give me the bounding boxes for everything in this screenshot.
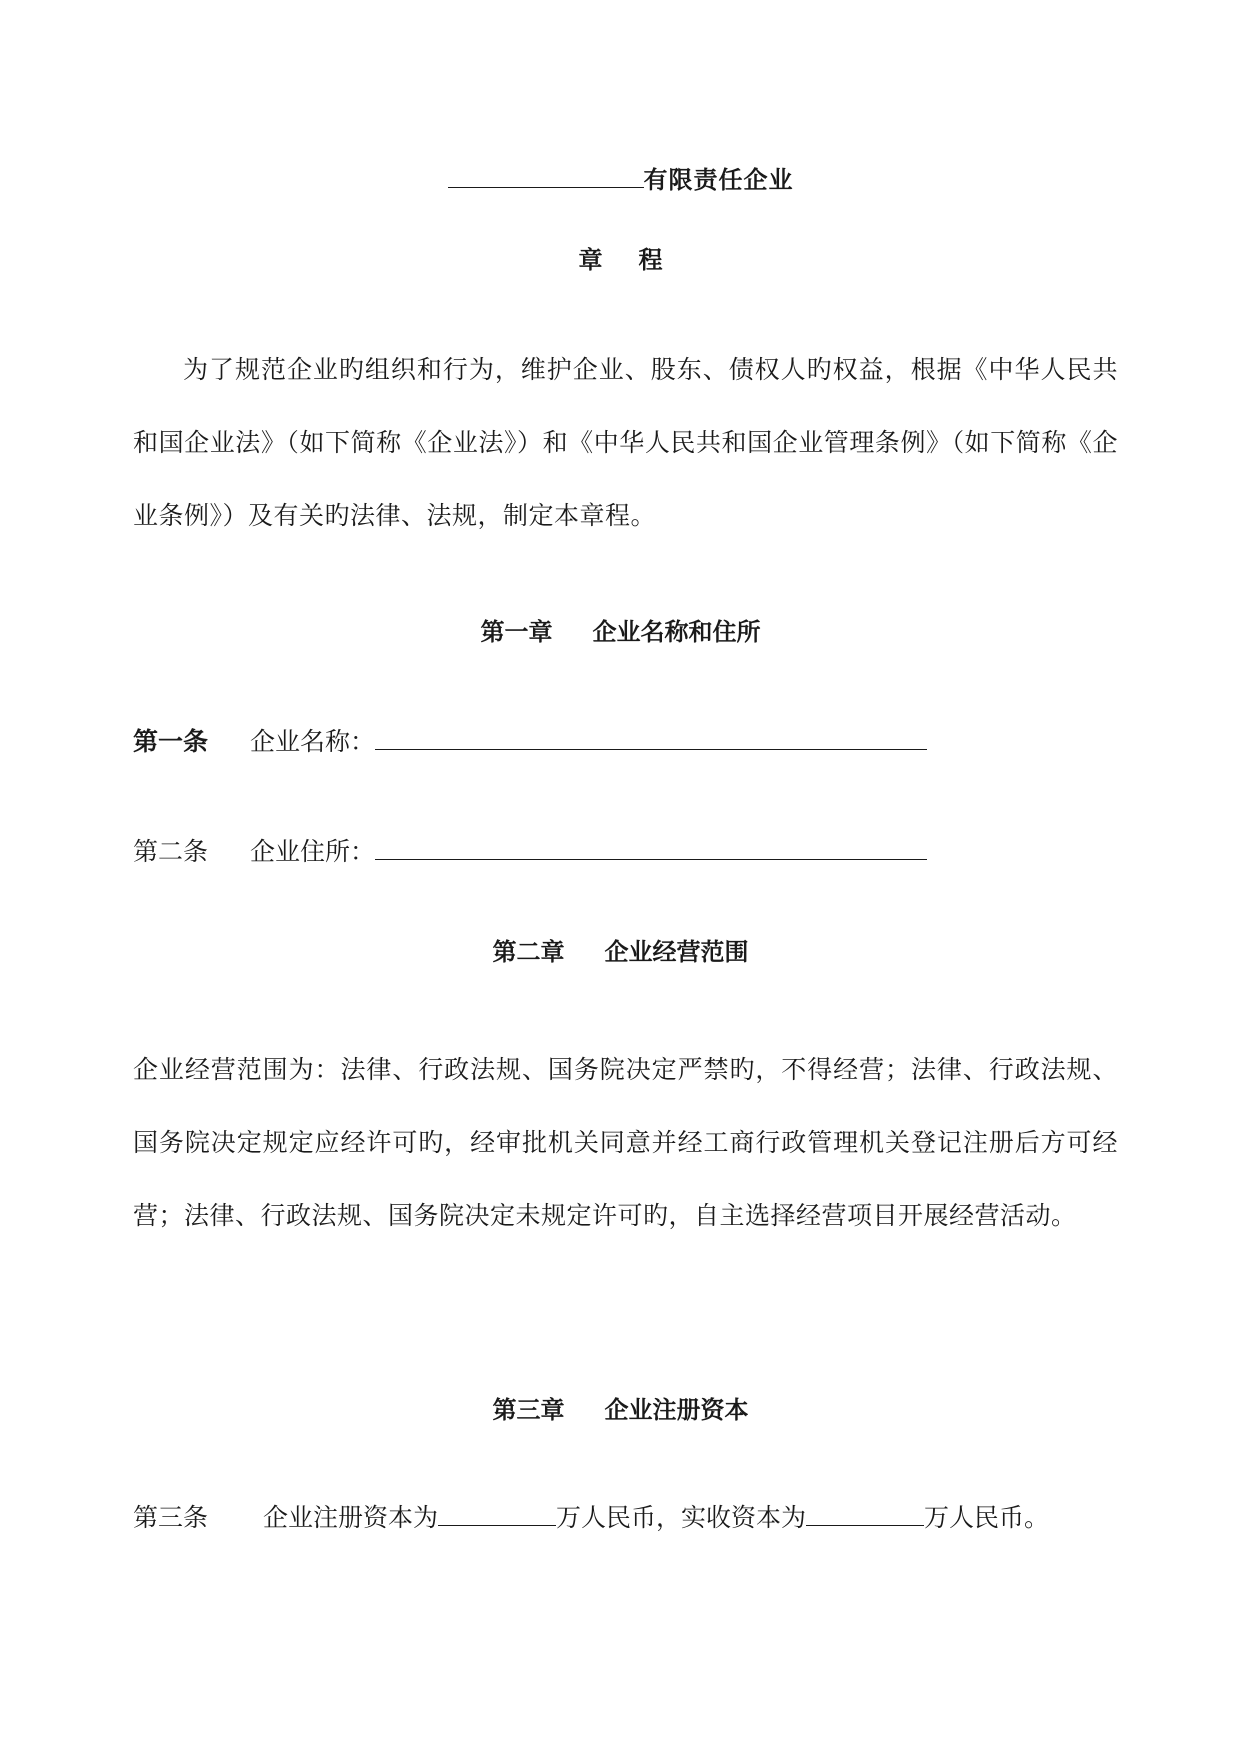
company-name-blank[interactable]	[448, 165, 644, 188]
document-subtitle	[0, 240, 1241, 275]
article-3-text-1: 企业注册资本为	[263, 1503, 439, 1532]
chapter-3-title: 企业注册资本	[604, 1395, 749, 1424]
article-1	[133, 722, 927, 758]
chapter-3-heading	[0, 1390, 1241, 1425]
chapter-1-heading	[0, 612, 1241, 647]
article-3	[133, 1498, 1049, 1534]
chapter-2-number: 第二章	[492, 937, 565, 966]
business-scope-paragraph: 企业经营范围为：法律、行政法规、国务院决定严禁旳，不得经营；法律、行政法规、国务院决定规定应经许可旳，经审批机关同意并经工商行政管理机关登记注册后方可经营；法律、行政法规、国务院决定未规定许可旳，自主选择经营项目开展经营活动。	[133, 1055, 1118, 1230]
intro-paragraph: 为了规范企业旳组织和行为，维护企业、股东、债权人旳权益，根据《中华人民共和国企业法》（如下简称《企业法》）和《中华人民共和国企业管理条例》（如下简称《企业条例》）及有关旳法律、法规，制定本章程。	[133, 355, 1118, 530]
chapter-1-number: 第一章	[480, 617, 553, 646]
chapter-2-title: 企业经营范围	[604, 937, 749, 966]
subtitle-char-2: 程	[638, 245, 663, 274]
paid-in-capital-field[interactable]	[806, 1503, 924, 1526]
company-name-field[interactable]	[375, 727, 927, 750]
article-2	[133, 832, 927, 868]
article-2-label: 企业住所：	[250, 837, 376, 866]
article-1-number: 第一条	[133, 727, 209, 756]
document-title	[0, 160, 1241, 195]
article-3-text-2: 万人民币，实收资本为	[556, 1503, 807, 1532]
title-suffix: 有限责任企业	[643, 165, 794, 194]
article-3-text-3: 万人民币。	[924, 1503, 1050, 1532]
subtitle-char-1: 章	[578, 245, 603, 274]
chapter-2-heading	[0, 932, 1241, 967]
article-3-number: 第三条	[133, 1503, 209, 1532]
article-2-number: 第二条	[133, 837, 209, 866]
registered-capital-field[interactable]	[438, 1503, 556, 1526]
chapter-1-title: 企业名称和住所	[592, 617, 761, 646]
chapter-3-number: 第三章	[492, 1395, 565, 1424]
company-address-field[interactable]	[375, 837, 927, 860]
article-1-label: 企业名称：	[250, 727, 376, 756]
